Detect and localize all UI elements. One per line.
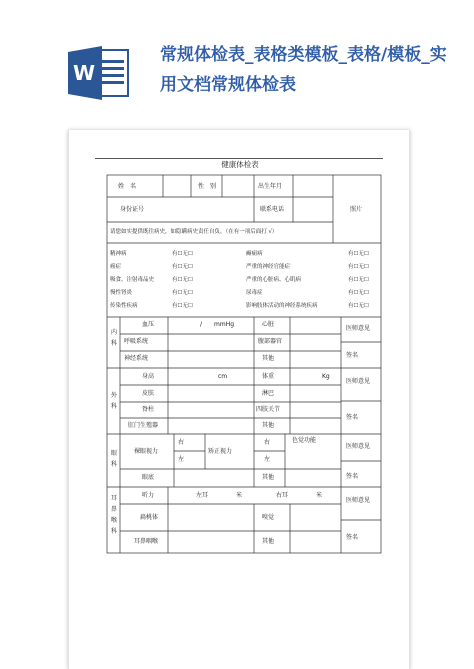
name-label: 姓 名 [118, 183, 137, 190]
history-right-1: 癫痫病 [246, 251, 263, 257]
internal-opinion: 医师意见 [346, 325, 371, 332]
abdomen-label: 腹部器官 [258, 338, 283, 345]
hearing-label: 听力 [142, 492, 155, 499]
phone-label: 联系电话 [260, 206, 285, 213]
history-left-opt-4: 有☐无☐ [172, 290, 193, 296]
internal-other-label: 其他 [262, 355, 275, 362]
naked-left-label: 左 [178, 456, 185, 463]
limbs-label: 四肢关节 [256, 406, 281, 413]
history-right-opt-1: 有☐无☐ [348, 251, 369, 257]
form-title: 健康体检表 [221, 160, 259, 169]
photo-label: 照片 [350, 206, 363, 213]
history-left-opt-5: 有☐无☐ [172, 303, 193, 309]
gender-label: 性 别 [198, 183, 217, 190]
page-title: 常规体检表_表格类模板_表格/模板_实用文档常规体检表 [160, 45, 447, 95]
corrected-left-label: 左 [264, 456, 271, 463]
bp-unit: / mmHg [200, 321, 235, 328]
section-eye: 眼科 [110, 450, 117, 468]
surgery-sign: 签名 [346, 414, 359, 421]
history-right-opt-2: 有☐无☐ [348, 264, 369, 270]
left-ear-unit: 米 [236, 492, 243, 499]
history-left-opt-2: 有☐无☐ [172, 264, 193, 270]
right-ear-label: 右耳 [276, 492, 289, 499]
history-left-1: 精神病 [110, 251, 127, 257]
section-internal: 内科 [110, 329, 117, 347]
section-ent: 耳鼻喉科 [110, 495, 117, 535]
fundus-label: 眼底 [142, 474, 155, 481]
notice-text: 请您如实提供既往病史，如隐瞒病史责任自负。（在有一项后面打 √） [110, 229, 278, 235]
height-unit: cm [218, 373, 228, 380]
skin-label: 皮肤 [142, 390, 155, 397]
history-left-3: 吸食、注射毒品史 [110, 277, 155, 283]
lymph-label: 淋巴 [262, 390, 275, 397]
surgery-other-label: 其他 [262, 422, 275, 429]
eye-sign: 签名 [346, 473, 359, 480]
throat-label: 耳鼻咽喉 [134, 538, 159, 545]
history-left-2: 癌症 [110, 264, 122, 270]
svg-text:W: W [72, 61, 96, 85]
naked-right-label: 右 [178, 439, 185, 446]
spine-label: 脊柱 [142, 406, 155, 413]
history-left-opt-1: 有☐无☐ [172, 251, 193, 257]
history-left-5: 传染性疾病 [110, 303, 138, 309]
corrected-right-label: 右 [264, 439, 271, 446]
ent-sign: 签名 [346, 534, 359, 541]
internal-sign: 签名 [346, 352, 359, 359]
history-left-4: 慢性肾炎 [110, 290, 133, 296]
history-right-3: 严重的心脏病、心肌病 [246, 277, 302, 283]
corrected-vision-label: 矫正视力 [208, 448, 233, 455]
left-ear-label: 左耳 [196, 492, 209, 499]
weight-unit: Kg [322, 373, 330, 380]
smell-label: 嗅觉 [262, 514, 275, 521]
history-right-2: 严重的神经官能症 [246, 264, 291, 270]
eye-opinion: 医师意见 [346, 443, 371, 450]
neuro-label: 神经系统 [124, 355, 149, 362]
ent-other-label: 其他 [262, 538, 275, 545]
right-ear-unit: 米 [316, 492, 323, 499]
resp-label: 呼吸系统 [124, 338, 149, 345]
history-right-opt-3: 有☐无☐ [348, 277, 369, 283]
id-label: 身份证号 [120, 206, 145, 213]
weight-label: 体重 [262, 373, 275, 380]
history-left-opt-3: 有☐无☐ [172, 277, 193, 283]
eye-other-label: 其他 [262, 474, 275, 481]
color-vision-label: 色觉功能 [292, 437, 317, 444]
history-right-opt-4: 有☐无☐ [348, 290, 369, 296]
section-surgery: 外科 [110, 392, 117, 410]
height-label: 身高 [142, 373, 155, 380]
history-right-opt-5: 有☐无☐ [348, 303, 369, 309]
naked-vision-label: 裸眼视力 [134, 448, 159, 455]
ent-opinion: 医师意见 [346, 497, 371, 504]
history-right-5: 影响肢体活动的神经系统疾病 [246, 303, 318, 309]
surgery-opinion: 医师意见 [346, 378, 371, 385]
history-right-4: 尿毒症 [246, 290, 263, 296]
birth-label: 出生年月 [258, 183, 283, 190]
bp-label: 血压 [142, 321, 155, 328]
heart-label: 心脏 [262, 321, 275, 328]
anal-label: 肛门生殖器 [128, 422, 159, 429]
tonsil-label: 扁桃体 [140, 514, 159, 521]
